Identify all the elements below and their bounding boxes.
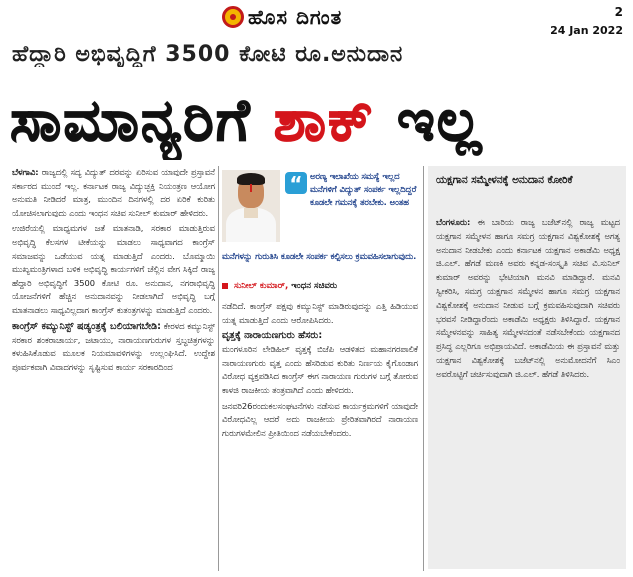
sidebar-title: ಯಕ್ಷಗಾನ ಸಮ್ಮೇಳನಕ್ಕೆ ಅನುದಾನ ಕೋರಿಕೆ bbox=[436, 174, 573, 186]
minister-photo bbox=[222, 170, 280, 242]
paragraph-text: ಉಜಿರೆಯಲ್ಲಿ ಮಾಧ್ಯಮಗಳ ಜತೆ ಮಾತನಾಡಿ, ಸರಕಾರ ಮಾಡುತ್ತಿರುವ ಅಭಿವೃದ್ಧಿ ಕೆಲಸಗಳ ಟೀಕೆಯನ್ನು ಮಾಡಲು ಸಾಧ್ಯವಾಗದ ಕಾಂಗ್ರೆಸ್ ಸಮಾಜವನ್ನು ಒಡೆಯುವ ಯತ್ನ ಮಾಡುತ್ತಿದೆ ಎಂದರು. ಬೊಮ್ಮಾಯಿ ಮುಖ್ಯಮಂತ್ರಿಗಳಾದ ಬಳಿಕ ಅಭಿವೃದ್ಧಿ ಕಾರ್ಯಗಳಿಗೆ ಚೆಲ್ಲಿನ ವೇಗ ಸಿಕ್ಕಿದೆ ರಾಜ್ಯ ಹೆದ್ದಾರಿ ಅಭಿವೃದ್ಧಿಗೆ 3500 ಕೋಟಿ ರೂ. ಅನುದಾನ, ನಗರಾಭಿವೃದ್ಧಿ ಯೋಜನೆಗಳಿಗೆ ಹೆಚ್ಚಿನ ಅನುದಾನವನ್ನು ನೀಡಲಾಗಿದೆ ಅಭಿವೃದ್ಧಿ ಬಗ್ಗೆ ಮಾತನಾಡಲು ಸಾಧ್ಯವಿಲ್ಲದಾಗ ಕಾಂಗ್ರೆಸ್ ಕುತಂತ್ರಗಳನ್ನು ಮಾಡುತ್ತಿದೆ ಎಂದರು. bbox=[12, 223, 215, 315]
yakshagana-sidebar bbox=[428, 166, 626, 569]
photo-collar bbox=[244, 208, 258, 218]
quote-text: ಅರಣ್ಯ ಇಲಾಖೆಯ ಸಮಸ್ಯೆ ಇಲ್ಲದ ಮನೆಗಳಿಗೆ ವಿದ್ಯುತ್ ಸಂಪರ್ಕ ಇಲ್ಲದಿದ್ದರೆ ಕೂಡಲೇ ಗಮನಕ್ಕೆ ತರಬೇಕು. ಅಂತಹ bbox=[310, 171, 417, 208]
story-paragraph bbox=[222, 400, 418, 441]
headline-part-3: ಇಲ್ಲ bbox=[397, 86, 484, 154]
dateline: ಬೆಳಗಾವಿ: bbox=[12, 167, 39, 177]
story-paragraph bbox=[12, 320, 215, 375]
masthead bbox=[0, 0, 633, 38]
column-divider bbox=[423, 166, 424, 571]
story-paragraph bbox=[222, 300, 418, 327]
paragraph-text: ನಡೆದಿದೆ. ಕಾಂಗ್ರೆಸ್ ಪಕ್ಷವು ಕಮ್ಯುನಿಸ್ಟ್ ಮಾಡಿರುವುದನ್ನು ಎತ್ತಿ ಹಿಡಿಯುವ ಯತ್ನ ಮಾಡುತ್ತಿದೆ ಎಂದು ಆರೋಪಿಸಿದರು. bbox=[222, 301, 418, 325]
story-left-column bbox=[12, 166, 215, 571]
headline-part-2: ಶಾಕ್ bbox=[273, 86, 375, 154]
page-number: 2 bbox=[614, 5, 623, 19]
subhead: ಕಾಂಗ್ರೆಸ್ ಕಮ್ಯುನಿಸ್ಟ್ ಷಡ್ಯಂತ್ರಕ್ಕೆ ಬಲಿಯಾಗಬೇಡಿ: bbox=[12, 320, 161, 332]
photo-tilak bbox=[250, 184, 252, 192]
column-divider bbox=[218, 166, 219, 571]
paragraph-text: ರಾಜ್ಯದಲ್ಲಿ ಸದ್ಯ ವಿದ್ಯುತ್ ದರವನ್ನು ಏರಿಸುವ ಯಾವುದೇ ಪ್ರಸ್ತಾವನೆ ಸರ್ಕಾರದ ಮುಂದೆ ಇಲ್ಲ. ಕರ್ನಾಟಕ ರಾಜ್ಯ ವಿದ್ಯುಚ್ಛಕ್ತಿ ನಿಯಂತ್ರಣ ಆಯೋಗ ಅನುಮತಿ ನೀಡಿದರೆ ಮಾತ್ರ, ಮುಂದಿನ ದಿನಗಳಲ್ಲಿ ದರ ಏರಿಕೆ ಕುರಿತು ಯೋಚಿಸಲಾಗುವುದು ಎಂದು ಇಂಧನ ಸಚಿವ ಸುನೀಲ್ ಕುಮಾರ್ ಹೇಳಿದರು. bbox=[12, 167, 215, 218]
paragraph-text: ಜನವರಿ26ರಂದುಕಲಸಂಘಟನೆಗಳು ನಡೆಸುವ ಕಾರ್ಯಕ್ರಮಗಳಿಗೆ ಯಾವುದೇ ವಿರೋಧವಿಲ್ಲ ಆದರೆ ಅದು ರಾಜಕೀಯ ಪ್ರೇರಿತವಾಗಿರದೆ ನಾರಾಯಣ ಗುರುಗಳಮೇಲಿನ ಪ್ರೀತಿಯಿಂದ ನಡೆಯಬೇಕೆಂದರು. bbox=[222, 400, 418, 438]
sun-logo-icon bbox=[222, 6, 244, 28]
headline-part-1: ಸಾಮಾನ್ಯರಿಗೆ bbox=[10, 86, 252, 154]
bullet-square-icon bbox=[222, 283, 228, 289]
subhead: ವೃತ್ತಕ್ಕೆ ನಾರಾಯಣಗುರು ಹೆಸರು: bbox=[222, 330, 323, 342]
story-paragraph bbox=[222, 329, 418, 397]
sidebar-body bbox=[436, 216, 620, 566]
quote-speaker-role: ಇಂಧನ ಸಚಿವರು bbox=[291, 281, 338, 291]
paragraph-text: ಮಂಗಳೂರಿನ ಲೇಡಿಹಿಲ್ ವೃತ್ತಕ್ಕೆ ಬಿಜೆಪಿ ಆಡಳಿತದ ಮಹಾನಗರಪಾಲಿಕೆ ನಾರಾಯಣಗುರು ವೃತ್ತ ಎಂದು ಹೆಸರಿಡುವ ಕುರಿತು ನಿರ್ಣಯ ಕೈಗೊಂಡಾಗ ವಿರೋಧ ವ್ಯಕ್ತಪಡಿಸಿದ ಕಾಂಗ್ರೆಸ್ ಈಗ ನಾರಾಯಣ ಗುರುಗಳ ಬಗ್ಗೆ ತೋರುವ ಕಾಳಜಿ ರಾಜಕೀಯ ತಂತ್ರವಾಗಿದೆ ಎಂದು ಹೇಳಿದರು. bbox=[222, 344, 418, 395]
sidebar-text: ಈ ಬಾರಿಯ ರಾಜ್ಯ ಬಜೆಟ್‌ನಲ್ಲಿ ರಾಜ್ಯ ಮಟ್ಟದ ಯಕ್ಷಗಾನ ಸಮ್ಮೇಳನ ಹಾಗೂ ಸಮಗ್ರ ಯಕ್ಷಗಾನ ವಿಶ್ವಕೋಶಕ್ಕೆ ಅಗತ್ಯ ಅನುದಾನ ನೀಡಬೇಕು ಎಂದು ಕರ್ನಾಟಕ ಯಕ್ಷಗಾನ ಅಕಾಡೆಮಿ ಅಧ್ಯಕ್ಷ ಜಿ.ಎಲ್. ಹೆಗಡೆ ಮಣಕಿ ಅವರು ಕನ್ನಡ-ಸಂಸ್ಕೃತಿ ಸಚಿವ ವಿ.ಸುನಿಲ್ ಕುಮಾರ್ ಅವರನ್ನು ಭೇಟಿಯಾಗಿ ಮನವಿ ಮಾಡಿದ್ದಾರೆ. ಮನವಿ ಸ್ವೀಕರಿಸಿ, ಸಮಗ್ರ ಯಕ್ಷಗಾನ ಸಮ್ಮೇಳನ ಹಾಗೂ ಸಮಗ್ರ ಯಕ್ಷಗಾನ ವಿಶ್ವಕೋಶಕ್ಕೆ ಅನುದಾನ ನೀಡುವ ಬಗ್ಗೆ ಕ್ರಮವಹಿಸುವುದಾಗಿ ಸಚಿವರು ಭರವಸೆ ನೀಡಿದ್ದಾರೆಂದು ಅಕಾಡೆಮಿ ಅಧ್ಯಕ್ಷರು ತಿಳಿಸಿದ್ದಾರೆ. ಯಕ್ಷಗಾನ ಸಮ್ಮೇಳನವನ್ನು ಸಾಹಿತ್ಯ ಸಮ್ಮೇಳನದಂತೆ ನಡೆಸಬೇಕೆಂದು ಯಕ್ಷಗಾನದ ಪ್ರಸಿದ್ಧ ಎಲ್ಲರಿಗೂ ಅಭಿಪ್ರಾಯವಿದೆ. ಅಕಾಡೆಮಿಯ ಈ ಪ್ರಸ್ತಾವನೆ ಮತ್ತು ಯಕ್ಷಗಾನ ವಿಶ್ವಕೋಶಕ್ಕೆ ಬಜೆಟ್‌ನಲ್ಲಿ ಅನುಮೋದನೆಗೆ ಸಿಎಂ ಅವರೊಟ್ಟಿಗೆ ಚರ್ಚಿಸುವುದಾಗಿ ಜಿ.ಎಲ್. ಹೆಗಡೆ ತಿಳಿಸಿದರು. bbox=[436, 217, 620, 379]
minister-quote-box bbox=[222, 166, 418, 298]
paragraph-text: ಕೇರಳದ ಕಮ್ಯುನಿಸ್ಟ್ ಸರಕಾರ ಶಂಕರಾಚಾರ್ಯ, ಜಟಾಯು, ನಾರಾಯಣಗುರುಗಳ ಸ್ತಬ್ಧಚಿತ್ರಗಳನ್ನು ಕಳುಹಿಸಿಕೊಡುವ ಮೂಲಕ ನಿಯಮಾವಳಿಗಳನ್ನು ಉಲ್ಲಂಘಿಸಿದೆ. ಉದ್ದೇಶ ಪೂರ್ವಕವಾಗಿ ವಿವಾದಗಳನ್ನು ಸೃಷ್ಟಿಸುವ ಕಾರ್ಯ ಸರಕಾರದಿಂದ bbox=[12, 320, 215, 372]
story-middle-column bbox=[222, 300, 418, 570]
quote-speaker: ಸುನೀಲ್ ಕುಮಾರ್, bbox=[234, 281, 289, 291]
sidebar-dateline: ಬೆಂಗಳೂರು: bbox=[436, 217, 471, 227]
story-headline bbox=[10, 80, 625, 160]
edition-date: 24 Jan 2022 bbox=[550, 24, 623, 37]
story-paragraph bbox=[12, 166, 215, 220]
quote-byline bbox=[222, 281, 418, 291]
story-kicker: ಹೆದ್ದಾರಿ ಅಭಿವೃದ್ಧಿಗೆ 3500 ಕೋಟಿ ರೂ.ಅನುದಾನ bbox=[12, 42, 404, 67]
quote-text-continued: ಮನೆಗಳನ್ನು ಗುರುತಿಸಿ ಕೂಡಲೇ ಸಂಪರ್ಕ ಕಲ್ಪಿಸಲು ಕ್ರಮವಹಿಸಲಾಗುವುದು. bbox=[222, 251, 417, 261]
newspaper-logo bbox=[222, 5, 342, 29]
story-paragraph bbox=[12, 222, 215, 317]
quote-icon: “ bbox=[285, 172, 307, 194]
logo-text: ಹೊಸ ದಿಗಂತ bbox=[248, 5, 343, 29]
